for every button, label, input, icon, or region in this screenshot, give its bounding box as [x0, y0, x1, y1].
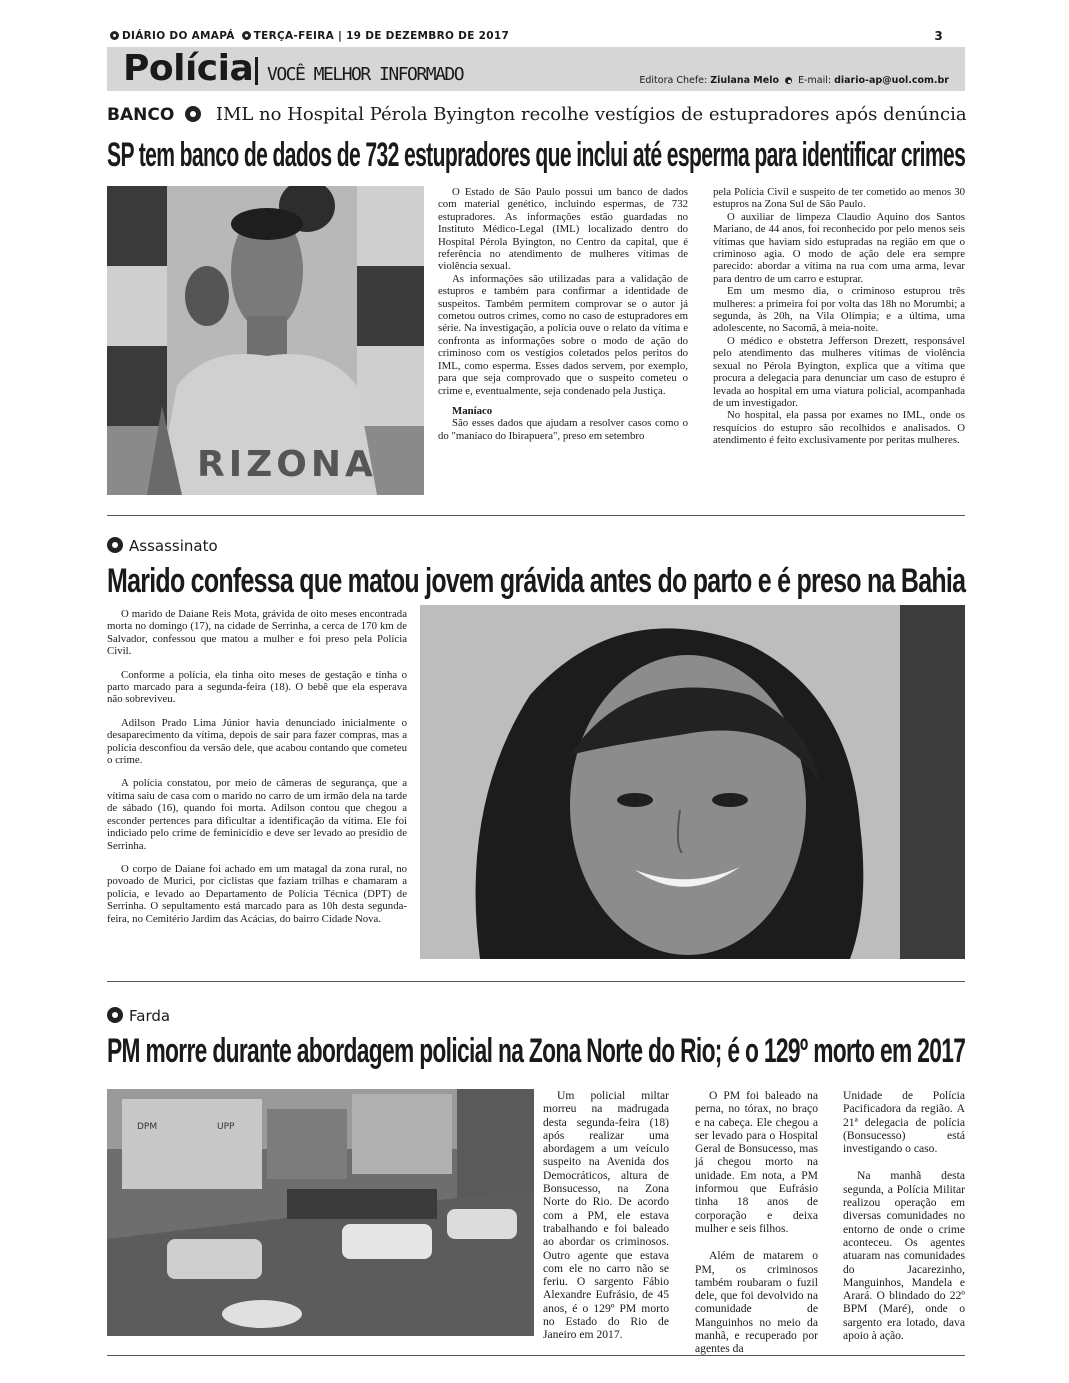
editor-label: Editora Chefe:: [639, 75, 708, 86]
paragraph: Em um mesmo dia, o criminoso estuprou três mulheres: a primeira foi por volta das 18h no Morumbi; a segunda, às 20h, na Vila Olímpia; e a última, uma adolescente, no Sacomã, à meia-noite.: [713, 285, 965, 335]
kicker-label: Assassinato: [129, 537, 218, 555]
paragraph: O médico e obstetra Jefferson Drezett, responsável pelo atendimento das mulheres vítimas de violência sexual no Pérola Byington, explica que a vítima que procura a delegacia para denunciar um caso de estupro é levada ao hospital em uma viatura policial, acompanhada de um investigador.: [713, 334, 965, 409]
svg-text:RIZONA: RIZONA: [197, 444, 377, 485]
paragraph: O Estado de São Paulo possui um banco de dados com material genético, incluindo espermas, de 732 estupradores. As informações estão guardadas no Instituto Médico-Legal (IML) localizado dentro do Hospital Pérola Byington, no Centro da capital, que é referência no atendimento de mulheres vítimas de violência sexual.: [438, 186, 688, 273]
paragraph: Unidade de Polícia Pacificadora da região. A 21ª delegacia de polícia (Bonsucesso) está investigando o caso.: [843, 1089, 965, 1156]
story3-column-1: [543, 1089, 669, 1349]
bullet-icon: [242, 31, 251, 40]
email-link[interactable]: diario-ap@uol.com.br: [834, 75, 949, 86]
editor-credit: [639, 75, 949, 86]
bullet-icon: [110, 31, 119, 40]
issue-date: TERÇA-FEIRA | 19 DE DEZEMBRO DE 2017: [253, 30, 510, 42]
masthead-dateline: [107, 30, 965, 44]
email-label: E-mail:: [798, 75, 832, 86]
paragraph: No hospital, ela passa por exames no IML, onde os resquícios do estupro são recolhidos e analisados. O atendimento é feito exclusivamente por peritas mulheres.: [713, 409, 965, 447]
story1-kicker: [107, 104, 967, 125]
kicker-label: Farda: [129, 1007, 171, 1025]
paragraph: Na manhã desta segunda, a Polícia Militar realizou operação em diversas comunidades no entorno de onde o crime aconteceu. Os agentes atuaram nas comunidades do Jacarezinho, Manguinhos, Mandela e Arará. O blindado do 22º BPM (Maré), onde o sargento era lotado, dava apoio à ação.: [843, 1169, 965, 1343]
section-tagline: VOCÊ MELHOR INFORMADO: [267, 64, 464, 85]
bullet-icon: [785, 77, 792, 84]
bullet-icon: [185, 106, 201, 122]
story3-column-2: [695, 1089, 818, 1356]
kicker-subtitle: IML no Hospital Pérola Byington recolhe vestígios de estupradores após denúncia: [215, 104, 967, 125]
story1-headline: SP tem banco de dados de 732 estupradores que inclui até esperma para identificar crimes: [107, 136, 966, 174]
suspect-photo: [107, 186, 424, 495]
paragraph: Conforme a polícia, ela tinha oito meses de gestação e tinha o parto marcado para a segunda-feira (18). O bebê que ela esperava não sobreviveu.: [107, 668, 407, 706]
subhead: Maníaco: [452, 404, 493, 417]
story2-kicker: [107, 537, 218, 555]
story2-headline: Marido confessa que matou jovem grávida antes do parto e é preso na Bahia: [107, 562, 966, 600]
crime-scene-photo: [107, 1089, 534, 1336]
paragraph: O marido de Daiane Reis Mota, grávida de oito meses encontrada morta no domingo (17), na cidade de Serrinha, a cerca de 170 km de Salvador, confessou que matou a mulher e foi preso pela Polícia Civil.: [107, 608, 407, 658]
section-divider: [255, 57, 258, 85]
kicker-label: BANCO: [107, 105, 175, 125]
story1-column-2: [713, 186, 965, 496]
paragraph: A polícia constatou, por meio de câmeras de segurança, que a vítima saiu de casa com o marido no carro de um irmão dela na tarde de sábado (16), quando foi morta. Adilson contou que chegou a esconder pertences para dificultar a identificação da vítima. Ele foi indiciado pelo crime de feminicídio e deve ser levado ao presídio de Serrinha.: [107, 777, 407, 852]
section-title: Polícia: [123, 48, 254, 89]
page-number: 3: [934, 29, 943, 43]
editor-name: Ziulana Melo: [710, 75, 779, 86]
photo-sign: DPM: [137, 1122, 158, 1132]
paragraph: São esses dados que ajudam a resolver casos como o do "maníaco do Ibirapuera", preso em setembro: [438, 417, 688, 442]
bullet-icon: [107, 1007, 123, 1023]
story3-kicker: [107, 1007, 170, 1025]
story2-body: [107, 608, 407, 963]
section-rule: [107, 515, 965, 516]
paragraph: Adilson Prado Lima Júnior havia denunciado inicialmente o desaparecimento da vítima, depois de sair para fazer compras, mas a polícia desconfiou da versão dele, que acabou contando que cometeu o crime.: [107, 716, 407, 767]
bullet-icon: [107, 537, 123, 553]
paragraph: pela Polícia Civil e suspeito de ter cometido ao menos 30 estupros na Zona Sul de São Paulo.: [713, 186, 965, 211]
paragraph: O corpo de Daiane foi achado em um matagal da zona rural, no povoado de Murici, por ciclistas que faziam trilhas e chamaram a polícia, e levado ao Departamento de Polícia Técnica (DPT) de Serrinha. O sepultamento está marcado para as 10h desta segunda-feira, no Cemitério Jardim das Acácias, do bairro Cidade Nova.: [107, 862, 407, 925]
story3-column-3: [843, 1089, 965, 1349]
victim-photo: [420, 605, 965, 959]
section-rule: [107, 981, 965, 982]
story3-headline: PM morre durante abordagem policial na Zona Norte do Rio; é o 129º morto em 2017: [107, 1032, 966, 1070]
paragraph: As informações são utilizadas para a validação de estupros e também para confirmar a identidade de suspeitos. Também permitem comprovar se o autor já cometou outros crimes, como no caso de estupradores em série. Na investigação, a polícia ouve o relato da vítima e confronta as informações sobre o modo de ação do criminoso com os vestígios coletados pelos peritos do IML, como esperma. Esses dados servem, por exemplo, para que seja comprovado que o suspeito cometeu o crime e, eventualmente, seja condenado pela Justiça.: [438, 272, 688, 397]
paper-name: DIÁRIO DO AMAPÁ: [122, 30, 235, 42]
section-header: [107, 47, 965, 91]
paragraph: Um policial miltar morreu na madrugada desta segunda-feira (18) após realizar uma abordagem a um veículo suspeito na Avenida dos Democráticos, altura de Bonsucesso, na Zona Norte do Rio. De acordo com a PM, ele estava trabalhando e foi baleado ao abordar os criminosos. Outro agente que estava com ele no carro não se feriu. O sargento Fábio Alexandre Eufrásio, de 45 anos, é o 129º PM morto no Estado do Rio de Janeiro em 2017.: [543, 1089, 669, 1342]
paragraph: O PM foi baleado na perna, no tórax, no braço e na cabeça. Ele chegou a ser levado para o Hospital Geral de Bonsucesso, mas já chegou morto na unidade. Em nota, a PM informou que Eufrásio tinha 18 anos de corporação e deixa mulher e seis filhos.: [695, 1089, 818, 1235]
paragraph: O auxiliar de limpeza Claudio Aquino dos Santos Mariano, de 44 anos, foi reconhecido por pelo menos seis vítimas que haviam sido estupradas na região em que o criminoso agia. O modo de ação dele era sempre parecido: abordar a vítima na rua com uma arma, levar para dentro de um carro e estuprar.: [713, 210, 965, 285]
photo-sign: UPP: [217, 1122, 235, 1132]
bottom-rule: [107, 1355, 965, 1356]
paragraph: Além de matarem o PM, os criminosos também roubaram o fuzil dele, que foi devolvido na comunidade de Manguinhos no meio da manhã, e recuperado por agentes da: [695, 1249, 818, 1356]
story1-column-1: [438, 186, 688, 496]
